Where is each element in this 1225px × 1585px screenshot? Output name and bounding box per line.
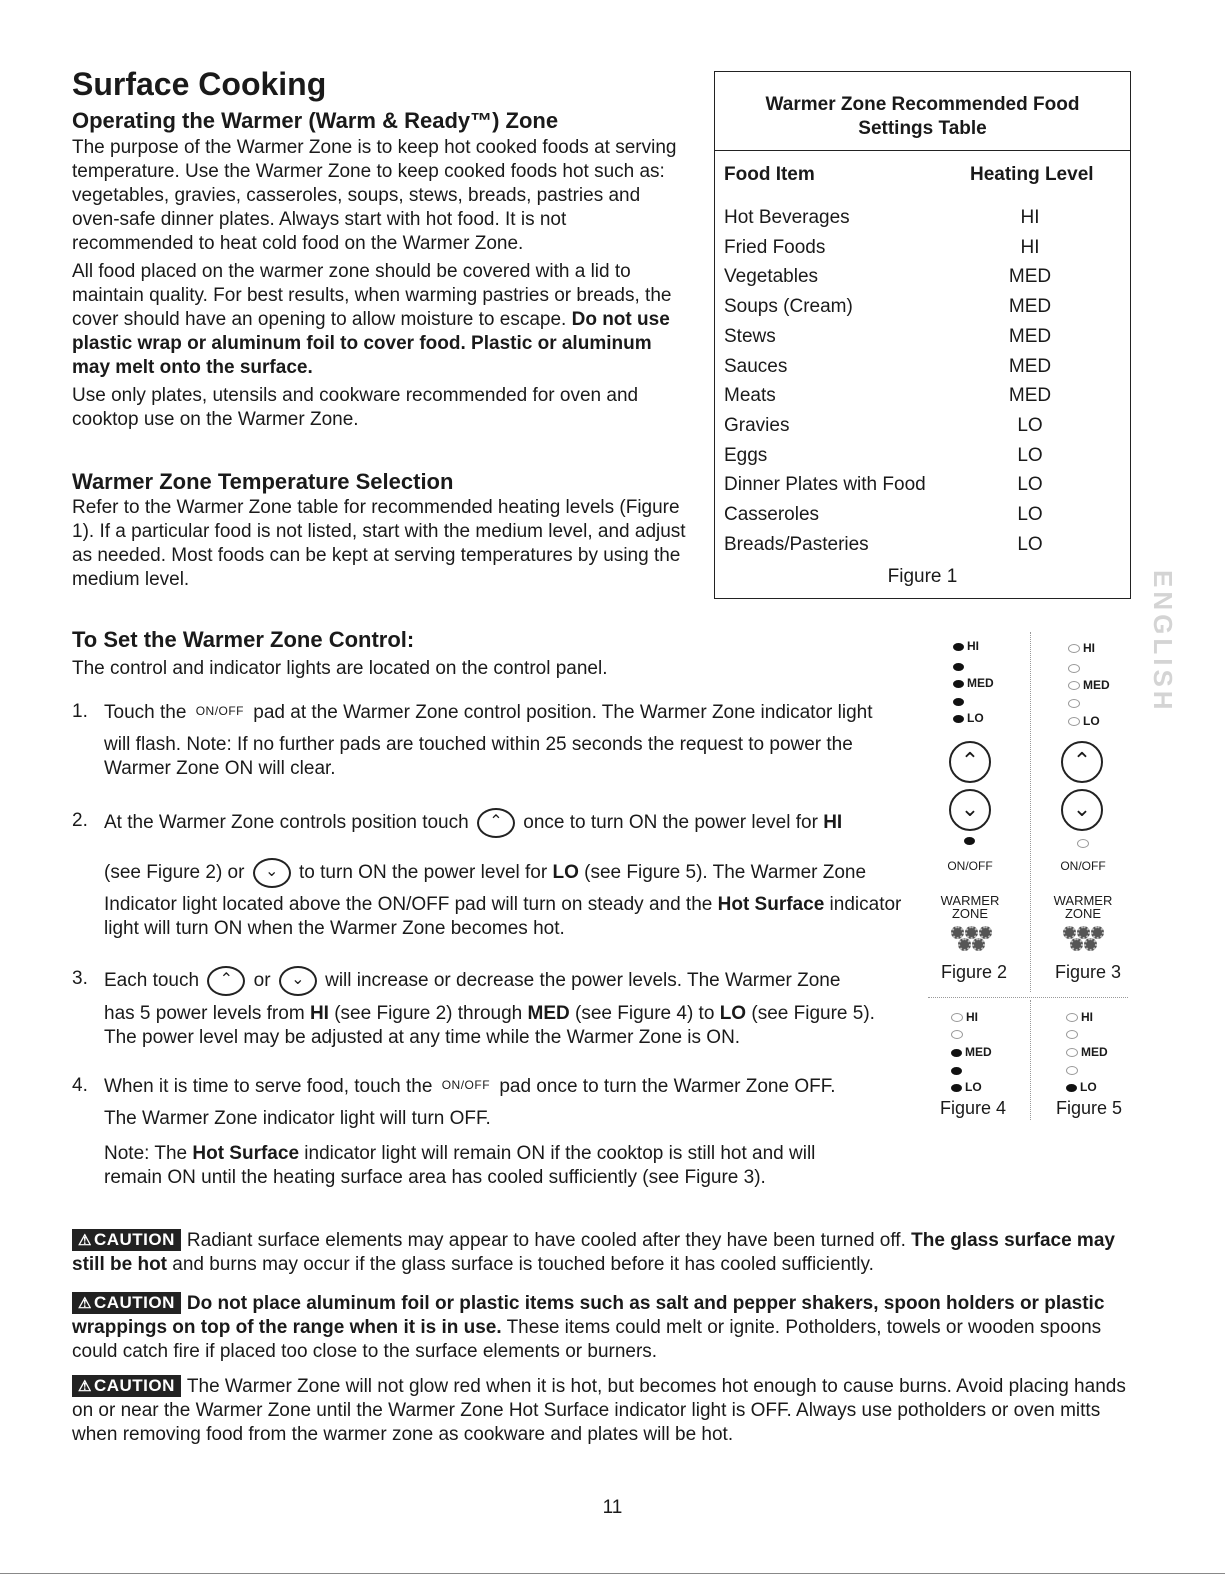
step-2-text-b: once to turn ON the power level for <box>523 812 818 834</box>
note-text-b: indicator light will remain ON if the cooktop is still hot and will remain ON until the heating surface area has cooled sufficiently (see Figure 3). <box>104 1143 816 1188</box>
heating-level-cell: MED <box>1008 385 1052 407</box>
table-row <box>715 237 1130 267</box>
section-heading-operating: Operating the Warmer (Warm & Ready™) Zone <box>72 108 559 133</box>
fig3-lo-indicator <box>1068 714 1100 728</box>
table-title-line1: Warmer Zone Recommended Food <box>765 94 1080 115</box>
fig4-hi-indicator <box>951 1010 978 1024</box>
food-item-cell: Casseroles <box>724 504 820 525</box>
warning-triangle-icon: ⚠ <box>78 1232 92 1249</box>
heating-level-cell: LO <box>1017 474 1043 496</box>
step-1-text-b: pad at the Warmer Zone control position. The Warmer Zone indicator light <box>253 702 873 723</box>
onoff-pad-inline: ON/OFF <box>441 1078 491 1092</box>
step-1-note: will flash. Note: If no further pads are touched within 25 seconds the request to power the Warmer Zone ON will clear. <box>104 734 853 779</box>
fig2-burner-icon <box>951 926 991 952</box>
step-4-line-2: The Warmer Zone indicator light will turn OFF. <box>104 1108 491 1129</box>
step-2-number: 2. <box>72 810 88 831</box>
figure-divider-vertical <box>1030 632 1031 992</box>
fig2-onoff-dot <box>964 833 978 847</box>
fig3-zone-text: ZONE <box>1064 906 1102 921</box>
heating-level-cell: MED <box>1008 266 1052 288</box>
lit-dot-icon <box>951 1084 962 1092</box>
note-hot-surface: Hot Surface <box>192 1143 300 1164</box>
fig4-mid-dot <box>951 1027 966 1041</box>
bottom-rule <box>0 1573 1225 1574</box>
unlit-dot-icon <box>1068 644 1080 653</box>
unlit-dot-icon <box>1068 681 1080 690</box>
food-item-cell: Sauces <box>724 355 788 377</box>
food-item-cell: Dinner Plates with Food <box>724 474 926 496</box>
caution-2-text: These items could melt or ignite. Potholders, towels or wooden spoons could catch fire if placed too close to the surface elements or burners. <box>72 1317 1102 1362</box>
step-3-med: MED <box>527 1003 570 1024</box>
step-3-lo: LO <box>719 1003 747 1024</box>
heating-level-cell: HI <box>1020 236 1040 258</box>
caution-badge <box>72 1375 181 1397</box>
step-4-text-a: When it is time to serve food, touch the <box>104 1076 433 1097</box>
intro-p2-text: All food placed on the warmer zone should be covered with a lid to maintain quality. For best results, when warming pastries or breads, the cover should have an opening to allow moisture to escape. <box>72 261 672 330</box>
step-3-text-a: Each touch <box>104 970 200 992</box>
fig3-down-arrow-icon: ⌄ <box>1061 789 1103 831</box>
fig5-lo-indicator <box>1066 1080 1097 1094</box>
fig2-down-arrow-icon: ⌄ <box>949 789 991 831</box>
step-2-line-1 <box>104 808 914 838</box>
step-1-text-a: Touch the <box>104 702 187 723</box>
figure-divider-vertical-lower <box>1030 1000 1031 1120</box>
fig5-hi-label: HI <box>1081 1010 1093 1024</box>
unlit-dot-icon <box>1068 664 1080 673</box>
col-header-food: Food Item <box>724 164 815 185</box>
caution-1-bold: The glass surface may still be hot <box>72 1230 1115 1275</box>
note-text-a: Note: The <box>104 1143 188 1164</box>
step-1-number: 1. <box>72 701 88 722</box>
caution-1-text-b: and burns may occur if the glass surface is touched before it has cooled sufficiently. <box>172 1254 874 1275</box>
figure-5-caption: Figure 5 <box>1056 1098 1123 1118</box>
page-title: Surface Cooking <box>72 66 327 102</box>
unlit-dot-icon <box>951 1013 963 1022</box>
fig2-low-dot <box>953 694 967 708</box>
fig2-onoff-label: ON/OFF <box>947 859 993 873</box>
unlit-dot-icon <box>951 1030 963 1039</box>
unlit-dot-icon <box>1066 1048 1078 1057</box>
onoff-pad-inline: ON/OFF <box>195 704 245 718</box>
heating-level-cell: LO <box>1017 504 1043 525</box>
fig5-low-dot <box>1066 1063 1081 1077</box>
table-row <box>715 385 1130 415</box>
lit-dot-icon <box>953 715 964 723</box>
fig2-lo-label: LO <box>967 711 984 725</box>
lit-dot-icon <box>953 663 964 671</box>
fig3-mid-dot <box>1068 661 1083 675</box>
fig2-zone-text: ZONE <box>951 906 989 921</box>
step-3-number: 3. <box>72 968 88 989</box>
table-title-line2: Settings Table <box>858 118 987 139</box>
heating-level-cell: LO <box>1017 533 1043 555</box>
food-item-cell: Stews <box>724 325 776 347</box>
step-2-hi: HI <box>823 812 843 834</box>
caution-badge <box>72 1229 181 1251</box>
intro-paragraph-2 <box>72 260 687 380</box>
table-row <box>715 474 1130 504</box>
step-2-text-f: Indicator light located above the ON/OFF pad will turn on steady and the <box>104 894 713 915</box>
lit-dot-icon <box>1066 1084 1077 1092</box>
step-3-text-c: has 5 power levels from <box>104 1003 305 1024</box>
step-4-line-1 <box>104 1075 914 1100</box>
caution-badge-label: CAUTION <box>93 1230 175 1249</box>
table-row <box>715 266 1130 296</box>
step-2-text-c: (see Figure 2) or <box>104 862 245 884</box>
down-arrow-icon: ⌄ <box>279 966 317 996</box>
table-row <box>715 445 1130 475</box>
heating-level-cell: MED <box>1008 355 1052 377</box>
step-3-hi: HI <box>309 1003 329 1024</box>
unlit-dot-icon <box>1068 717 1080 726</box>
figure-4-caption: Figure 4 <box>940 1098 1007 1118</box>
fig2-mid-dot <box>953 659 967 673</box>
fig3-onoff-dot <box>1077 836 1092 850</box>
fig3-warmer-label <box>1043 894 1123 920</box>
page-number: 11 <box>602 1497 623 1518</box>
fig2-med-label: MED <box>967 676 994 690</box>
fig3-low-dot <box>1068 696 1083 710</box>
step-2-hot-surface: Hot Surface <box>717 894 825 915</box>
side-tab-label: ENGLISH <box>1148 570 1178 714</box>
step-3-text-e: (see Figure 4) to <box>575 1003 715 1024</box>
section-heading-set-control: To Set the Warmer Zone Control: <box>72 627 415 652</box>
heating-level-cell: LO <box>1017 444 1043 466</box>
caution-badge-label: CAUTION <box>93 1293 175 1312</box>
table-row <box>715 415 1130 445</box>
fig5-hi-indicator <box>1066 1010 1093 1024</box>
up-arrow-icon: ⌃ <box>477 808 515 838</box>
food-item-cell: Breads/Pasteries <box>724 533 869 555</box>
table-row <box>715 296 1130 326</box>
step-1-line <box>104 701 914 726</box>
lit-dot-icon <box>964 837 975 845</box>
fig2-hi-label: HI <box>967 639 979 653</box>
fig4-med-indicator <box>951 1045 992 1059</box>
lit-dot-icon <box>951 1049 962 1057</box>
step-4-text-b: pad once to turn the Warmer Zone OFF. <box>499 1076 836 1097</box>
food-item-cell: Hot Beverages <box>724 207 850 228</box>
unlit-dot-icon <box>1077 839 1089 848</box>
unlit-dot-icon <box>1066 1066 1078 1075</box>
fig5-med-indicator <box>1066 1045 1108 1059</box>
warning-triangle-icon: ⚠ <box>78 1295 92 1312</box>
intro-paragraph-1: The purpose of the Warmer Zone is to keep hot cooked foods at serving temperature. Use the Warmer Zone to keep cooked foods hot such as: vegetables, gravies, casseroles, soups, stews, breads, pastries and oven-safe dinner plates. Always start with hot food. It is not recommended to heat cold food on the Warmer Zone. <box>72 137 677 254</box>
heating-level-cell: HI <box>1020 207 1040 228</box>
unlit-dot-icon <box>1068 699 1080 708</box>
food-item-cell: Fried Foods <box>724 236 826 258</box>
fig3-med-label: MED <box>1083 678 1110 692</box>
figure-2-caption: Figure 2 <box>941 962 1008 982</box>
fig5-med-label: MED <box>1081 1045 1108 1059</box>
step-3-line-1 <box>104 966 914 996</box>
caution-1 <box>72 1229 1132 1277</box>
step-2-lo: LO <box>552 862 579 884</box>
fig2-med-indicator <box>953 676 994 690</box>
food-item-cell: Gravies <box>724 414 790 436</box>
table-row <box>715 207 1130 237</box>
food-item-cell: Vegetables <box>724 266 819 288</box>
caution-1-text-a: Radiant surface elements may appear to have cooled after they have been turned off. <box>186 1230 906 1251</box>
down-arrow-icon: ⌄ <box>253 858 291 888</box>
fig4-hi-label: HI <box>966 1010 978 1024</box>
fig5-mid-dot <box>1066 1027 1081 1041</box>
caution-3-text: The Warmer Zone will not glow red when it is hot, but becomes hot enough to cause burns. Avoid placing hands on or near the Warmer Zone until the Warmer Zone Hot Surface indicator light is OFF. Always use potholders or oven mitts when removing food from the warmer zone as cookware and plates will be hot. <box>72 1376 1126 1445</box>
caution-2-bold: Do not place aluminum foil or plastic items such as salt and pepper shakers, spoon holders or plastic wrappings on top of the range when it is in use. <box>72 1293 1105 1338</box>
intro-p2-warning: Do not use plastic wrap or aluminum foil to cover food. Plastic or aluminum may melt onto the surface. <box>72 309 670 378</box>
table-row <box>715 326 1130 356</box>
fig3-up-arrow-icon: ⌃ <box>1061 741 1103 783</box>
step-4-number: 4. <box>72 1075 88 1096</box>
lit-dot-icon <box>953 680 964 688</box>
fig4-med-label: MED <box>965 1045 992 1059</box>
fig4-lo-label: LO <box>965 1080 982 1094</box>
control-intro: The control and indicator lights are located on the control panel. <box>72 658 608 679</box>
step-2-line-3 <box>104 893 904 941</box>
heating-level-cell: MED <box>1008 296 1052 318</box>
temperature-paragraph: Refer to the Warmer Zone table for recommended heating levels (Figure 1). If a particular food is not listed, start with the medium level, and adjust as needed. Most foods can be kept at serving temperatures by using the medium level. <box>72 497 686 590</box>
fig4-lo-indicator <box>951 1080 982 1094</box>
caution-3 <box>72 1375 1132 1447</box>
fig4-low-dot <box>951 1063 965 1077</box>
fig3-warmer-text: WARMER <box>1053 893 1113 908</box>
caution-badge-label: CAUTION <box>93 1376 175 1395</box>
step-2-text-d: to turn ON the power level for <box>299 862 548 884</box>
table-row <box>715 534 1130 564</box>
step-3-text-d: (see Figure 2) through <box>334 1003 523 1024</box>
lit-dot-icon <box>951 1067 962 1075</box>
table-row <box>715 504 1130 534</box>
fig2-hi-indicator <box>953 639 979 653</box>
settings-table <box>714 71 1131 599</box>
unlit-dot-icon <box>1066 1013 1078 1022</box>
food-item-cell: Meats <box>724 385 776 407</box>
step-4-note <box>104 1142 874 1190</box>
heating-level-cell: LO <box>1017 414 1043 436</box>
step-2-text-g: indicator light will turn ON when the Warmer Zone becomes hot. <box>104 894 902 939</box>
fig3-hi-label: HI <box>1083 641 1095 655</box>
caution-badge <box>72 1292 181 1314</box>
step-3-line-2 <box>104 1002 914 1026</box>
fig3-lo-label: LO <box>1083 714 1100 728</box>
fig3-onoff-label: ON/OFF <box>1060 859 1106 873</box>
up-arrow-icon: ⌃ <box>207 966 245 996</box>
food-item-cell: Eggs <box>724 444 768 466</box>
figure-1-caption: Figure 1 <box>887 566 958 587</box>
fig5-lo-label: LO <box>1080 1080 1097 1094</box>
fig2-warmer-text: WARMER <box>940 893 1000 908</box>
figure-3-caption: Figure 3 <box>1055 962 1122 982</box>
language-side-tab <box>1148 570 1182 714</box>
step-3-line-3: The power level may be adjusted at any time while the Warmer Zone is ON. <box>104 1027 741 1048</box>
col-header-level: Heating Level <box>970 164 1094 185</box>
step-2-line-2 <box>104 858 914 888</box>
figure-divider-horizontal <box>928 997 1128 998</box>
fig2-lo-indicator <box>953 711 984 725</box>
table-title <box>715 72 1130 151</box>
intro-paragraph-3: Use only plates, utensils and cookware recommended for oven and cooktop use on the Warmer Zone. <box>72 385 639 430</box>
heating-level-cell: MED <box>1008 325 1052 347</box>
step-3-or: or <box>253 970 271 992</box>
section-heading-temperature: Warmer Zone Temperature Selection <box>72 469 454 494</box>
fig2-up-arrow-icon: ⌃ <box>949 741 991 783</box>
table-row <box>715 356 1130 386</box>
caution-2 <box>72 1292 1132 1364</box>
step-2-text-a: At the Warmer Zone controls position touch <box>104 812 469 834</box>
step-2-text-e: (see Figure 5). The Warmer Zone <box>584 862 867 884</box>
fig3-med-indicator <box>1068 678 1110 692</box>
lit-dot-icon <box>953 643 964 651</box>
fig3-burner-icon <box>1063 926 1103 952</box>
lit-dot-icon <box>953 698 964 706</box>
unlit-dot-icon <box>1066 1030 1078 1039</box>
fig2-warmer-label <box>930 894 1010 920</box>
food-item-cell: Soups (Cream) <box>724 296 853 318</box>
step-3-text-b: will increase or decrease the power levels. The Warmer Zone <box>325 970 841 992</box>
step-3-text-f: (see Figure 5). <box>751 1003 875 1024</box>
warning-triangle-icon: ⚠ <box>78 1378 92 1395</box>
fig3-hi-indicator <box>1068 641 1095 655</box>
